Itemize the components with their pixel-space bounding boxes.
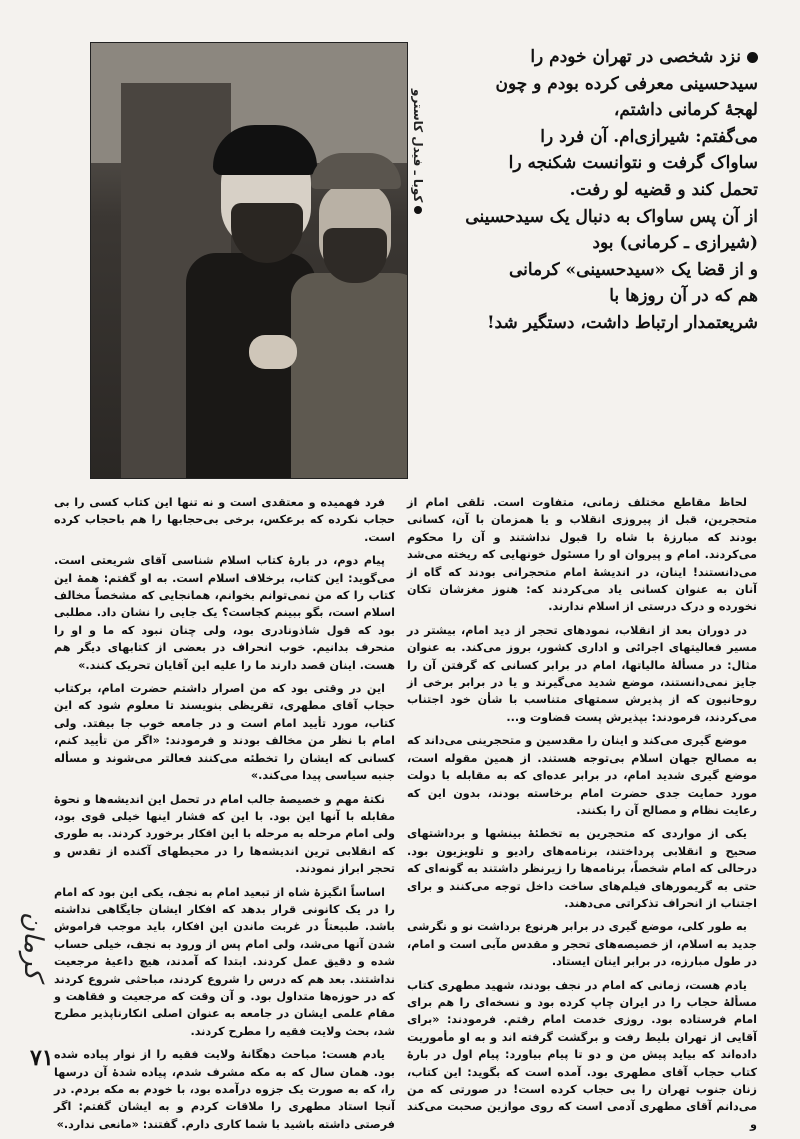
quote-bullet-icon — [747, 52, 758, 63]
page-number: ۷۱ — [30, 1045, 54, 1071]
paragraph: اساساً انگیزهٔ شاه از تبعید امام به نجف، یکی این بود که امام را در یک کانونی قرار بدهد که افکار ایشان جایگاهی نداشته باشد. طبیعتاً در غربت ماندن این افکار، باید موجب فراموش شدن آنها می‌شد، ولی امام پس از ورود به نجف، خیلی حساب شده و دقیق عمل کردند. ابتدا که آمدند، هیچ داعیهٔ مرجعیت نداشتند. بعد هم که درس را شروع کردند، مباحثی شروع کردند که در حوزه‌ها متداول بود. و آن وقت که مرجعیت و فقاهت و مقام علمی ایشان در جامعه به عنوان اصلی انکارناپذیر مطرح شد، بحث ولایت فقیه را مطرح کردند. — [54, 885, 395, 1038]
paragraph: به طور کلی، موضع گیری در برابر هرنوع برداشت نو و نگرشی جدید به اسلام، از خصیصه‌های تحجر و مقدس مآبی است و امام، در طول مبارزه، در برابر اینان ایستاد. — [407, 920, 757, 969]
magazine-logo: کرمان — [18, 912, 48, 980]
paragraph: یادم هست: مباحث دهگانهٔ ولایت فقیه را از نوار پیاده شده بود. همان سال که به مکه مشرف شدم، پیاده شدهٔ آن درسها را، که به صورت یک جزوه درآمده بود، با خودم به مکه بردم. در آنجا استاد مطهری را ملاقات کردم و به ایشان گفتم: اگر فرصتی داشته باشید با شما کاری دارم. گفتند: «مانعی ندارد.» — [54, 1048, 395, 1131]
paragraph: این در وقتی بود که من اصرار داشتم حضرت امام، برکتاب حجاب آقای مطهری، تقریظی بنویسند تا معلوم شود که این کتاب، مورد تأیید امام است و در جامعه خوب جا بیفتد. ولی امام با نظر من مخالف بودند و فرمودند: «اگر من تأیید کنم، کسانی که ایشان را تخطئه می‌کنند فعالتر می‌شوند و مسأله جنبه سیاسی پیدا می‌کند.» — [54, 682, 395, 783]
paragraph: نکتهٔ مهم و خصیصهٔ جالب امام در تحمل این اندیشه‌ها و نحوهٔ مقابله با آنها این بود. با این که فشار اینها خیلی قوی بود، ولی امام مرحله به مرحله با این افکار برخورد کردند. به طوری که انقلابی ترین اندیشه‌ها را در محیطهای آکنده از تقدس و تحجر ابراز نمودند. — [54, 792, 395, 876]
paragraph: در دوران بعد از انقلاب، نمودهای تحجر از دید امام، بیشتر در مسیر فعالیتهای اجرائی و اداری کشور، بروز می‌کند. به عنوان مثال: در مسألهٔ مالیاتها، امام در برابر کسانی که گرفتن آن را جایز نمی‌دانستند، موضع شدید می‌گیرند و یا در برابر برخی از روحانیون که از پذیرش سمتهای متناسب با شأن خود اجتناب می‌کردند، فرمودند: بپذیرش پست قضاوت و... — [407, 623, 757, 724]
photo-caption: کوبا ـ فیدل کاسترو — [408, 44, 428, 214]
paragraph: موضع گیری می‌کند و اینان را مقدسین و متحجرینی می‌داند که به مصالح جهان اسلام بی‌توجه هستند. از همین مقوله است، موضع گیری شدید امام، در برابر عده‌ای که به مقابله با دولت مورد حمایت جدی حضرت امام برخاسته بودند، بدون این که رعایت نظام و مصالح آن را بکنند. — [407, 734, 757, 817]
paragraph: فرد فهمیده و معتقدی است و نه تنها این کتاب کسی را بی حجاب نکرده که برعکس، برخی بی‌حجابها را هم باحجاب کرده است. — [54, 496, 395, 544]
photo-meeting — [90, 42, 408, 479]
pull-quote: نزد شخصی در تهران خودم را سیدحسینی معرفی کرده بودم و چون لهجهٔ کرمانی داشتم، می‌گفتم: شیرازی‌ام. آن فرد را ساواک گرفت و نتوانست شکنجه را تحمل کند و قضیه لو رفت. از آن پس ساواک به دنبال یک سیدحسینی (شیرازی ـ کرمانی) بود و از قضا یک «سیدحسینی» کرمانی هم که در آن روزها با شریعتمدار ارتباط داشت، دستگیر شد! — [465, 47, 758, 333]
paragraph: لحاظ مقاطع مختلف زمانی، متفاوت است. تلقی امام از متحجرین، قبل از پیروزی انقلاب و یا همزمان با آن، کسانی بودند که مبارزهٔ با شاه را قبول نداشتند و آن را محکوم می‌کردند. امام و پیروان او را مسئول خونهایی که ریخته می‌شد می‌دانستند! اینان، در اندیشهٔ امام متحجرانی بودند که گاه از آنان به عنوان کسانی یاد می‌کردند که: هنوز مغزشان تکان نخورده و درک درستی از اسلام ندارند. — [407, 496, 757, 614]
text-column-right — [407, 494, 757, 1139]
paragraph: یادم هست، زمانی که امام در نجف بودند، شهید مطهری کتاب مسألهٔ حجاب را در ایران چاپ کرده بود و نسخه‌ای را هم برای امام فرستاده بود. روزی خدمت امام رفتم. فرمودند: «برای آقایی از تهران بلیط رفت و برگشت گرفته اند و به او مأموریت داده‌اند که بیاید پیش من و دو تا پیام بیاورد: پیام اول در بارهٔ کتاب حجاب آقای مطهری بود. آمده است که بگوید: این کتاب، زنان جنوب تهران را بی حجاب کرده است! در صورتی که من می‌دانم آقای مطهری آدمی است که روی موازین صحبت می‌کند و — [407, 978, 757, 1131]
text-column-left — [54, 494, 395, 1139]
paragraph: پیام دوم، در بارهٔ کتاب اسلام شناسی آقای شریعتی است. می‌گوید: این کتاب، برخلاف اسلام است. به او گفتم: همهٔ این کتاب را که من نمی‌توانم بخوانم، همانجایی که مشخصاً مخالف اسلام است، بگو ببینم کجاست؟ یک جایی را نشان داد. مطلبی بود که قول شاذونادری بود، ولی چنان نبود که ما و او را منحرف بدانیم. خوب انحراف در بعضی از کتابهای دیگر هم هست. اینان قصد دارند ما را علیه این آقایان تحریک کنند.» — [54, 554, 395, 672]
caption-bullet-icon — [414, 206, 422, 214]
paragraph: یکی از مواردی که متحجرین به تخطئهٔ بینشها و برداشتهای صحیح و انقلابی پرداختند، برنامه‌های رادیو و تلویزیون بود. درحالی که امام شخصاً، برنامه‌ها را زیرنظر داشتند به گونه‌ای که حتی به گریمورهای فیلم‌های ساخت داخل توجه می‌کنند و برای اجتناب از انحراف تذکراتی می‌دهند. — [407, 827, 757, 910]
